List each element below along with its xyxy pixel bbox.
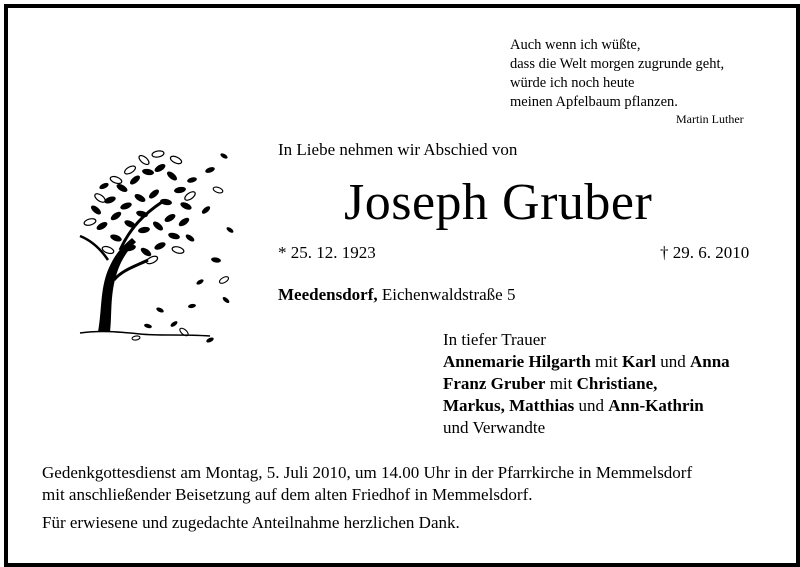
mourner-name: Christiane, (576, 374, 658, 393)
mourners-block (443, 329, 730, 439)
mourners-heading: In tiefer Trauer (443, 330, 546, 349)
address-street: Eichenwaldstraße 5 (381, 285, 516, 304)
service-line: Gedenkgottesdienst am Montag, 5. Juli 2010, um 14.00 Uhr in der Pfarrkirche in Memmelsdorf (42, 463, 693, 482)
mourner-name: Anna (689, 352, 730, 371)
mourner-connector: mit (595, 352, 618, 371)
mourner-connector: mit (549, 374, 573, 393)
mourners-relatives: und Verwandte (443, 418, 546, 437)
thanks-line: Für erwiesene und zugedachte Anteilnahme herzlichen Dank. (42, 513, 460, 532)
mourner-name: Markus, Matthias (443, 396, 575, 415)
mourners-row (443, 373, 730, 395)
quote-line: Auch wenn ich wüßte, (510, 37, 641, 53)
birth-date: * 25. 12. 1923 (278, 243, 376, 262)
windblown-tree-icon (40, 110, 240, 360)
intro-text: In Liebe nehmen wir Abschied von (278, 140, 518, 159)
mourners-row (443, 351, 730, 373)
address (278, 285, 515, 305)
mourner-name: Ann-Kathrin (608, 396, 704, 415)
quote-line: würde ich noch heute (510, 75, 635, 91)
mourner-name: Franz Gruber (443, 374, 546, 393)
mourner-name: Annemarie Hilgarth (443, 352, 591, 371)
deceased-name: Joseph Gruber (344, 174, 653, 231)
address-town: Meedensdorf, (278, 285, 378, 304)
mourners-row (443, 395, 730, 417)
mourner-connector: und (660, 352, 686, 371)
quote-line: meinen Apfelbaum pflanzen. (510, 94, 678, 110)
service-line: mit anschließender Beisetzung auf dem alten Friedhof in Memmelsdorf. (42, 485, 533, 504)
quote-author: Martin Luther (676, 112, 744, 126)
quote-block (510, 36, 724, 112)
service-block (42, 462, 692, 534)
quote-line: dass die Welt morgen zugrunde geht, (510, 56, 725, 72)
mourner-connector: und (578, 396, 605, 415)
mourner-name: Karl (621, 352, 656, 371)
death-date: † 29. 6. 2010 (660, 243, 750, 262)
